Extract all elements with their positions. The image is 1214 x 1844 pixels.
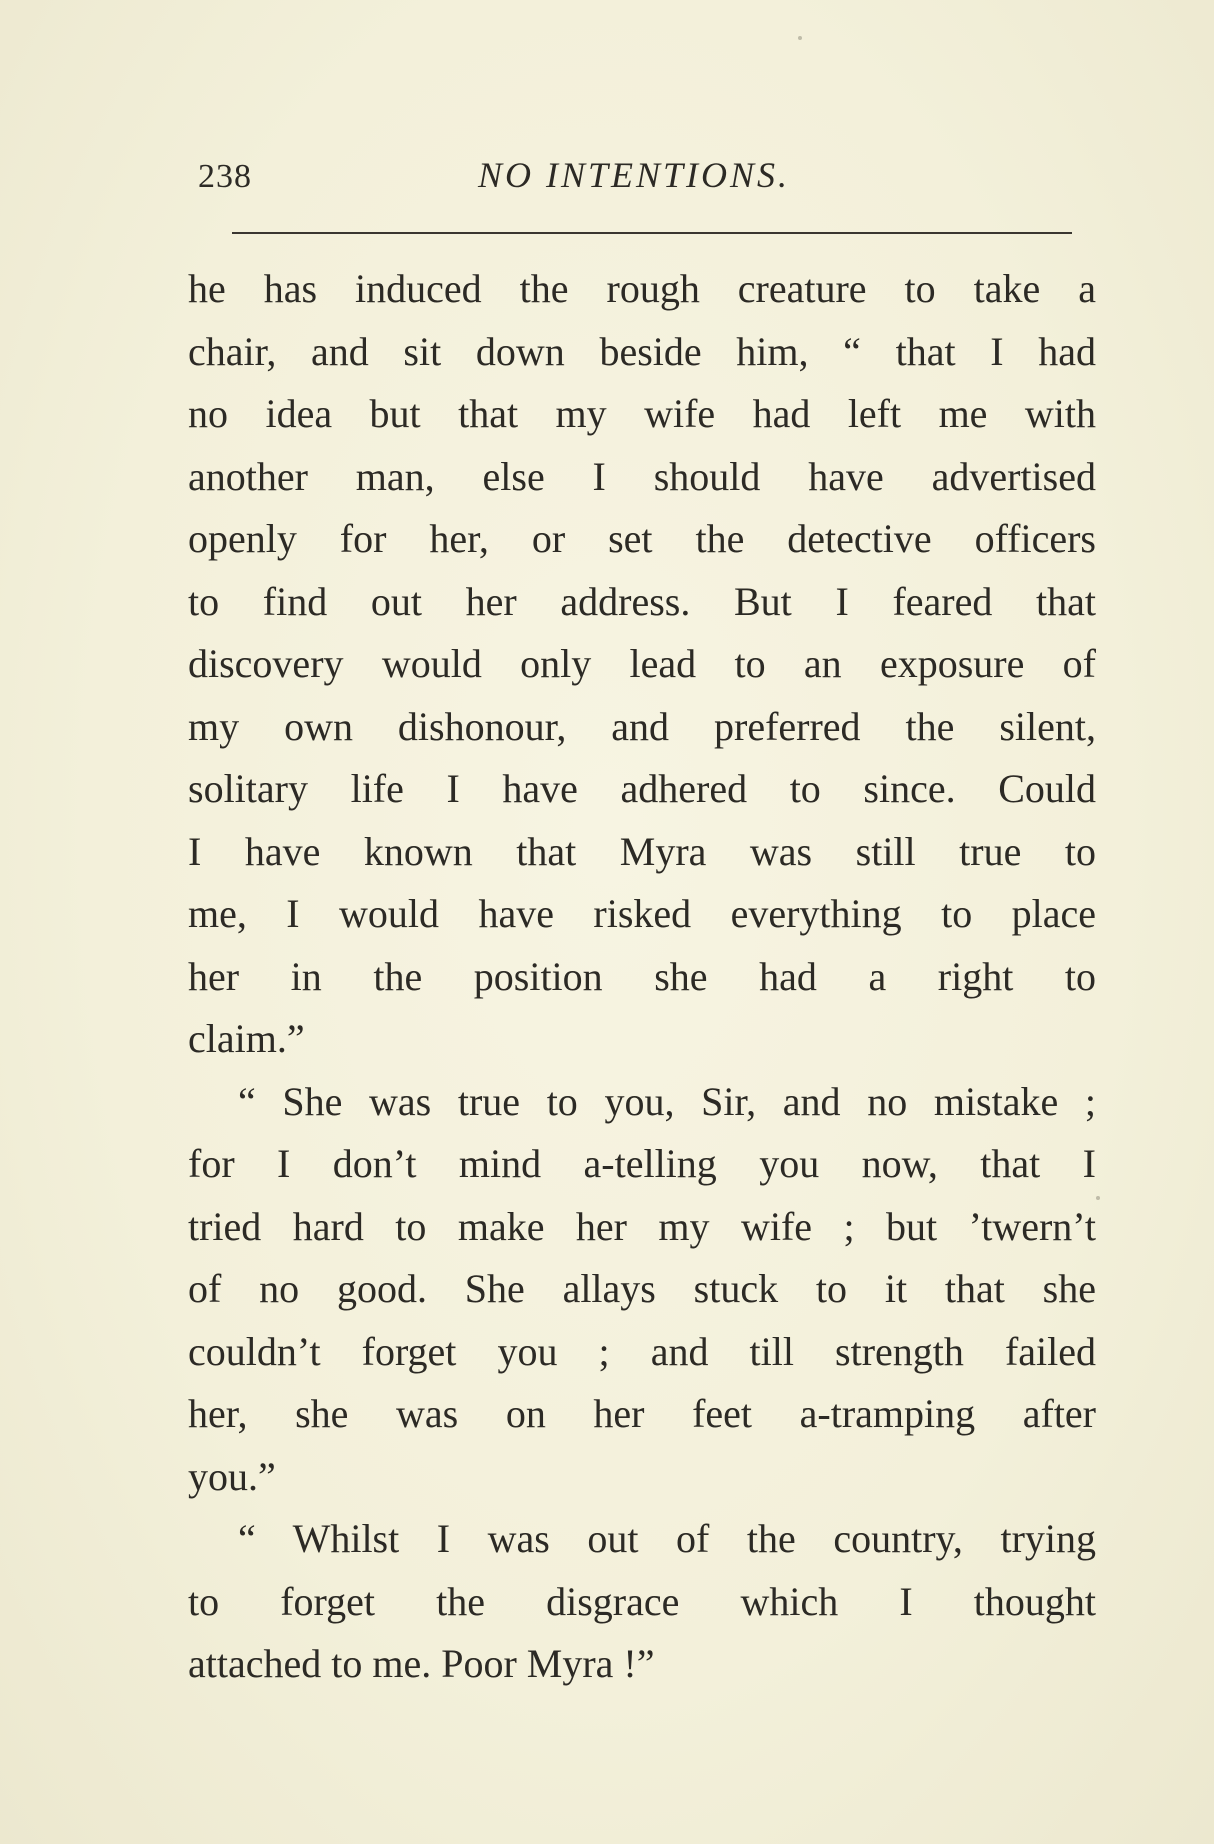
text-line: attached to me. Poor Myra !” xyxy=(188,1641,655,1686)
text-line: claim.” xyxy=(188,1016,305,1061)
page-header xyxy=(198,150,1068,200)
text-line: her, she was on her feet a-tramping after xyxy=(188,1391,1096,1436)
text-line: to find out her address. But I feared that xyxy=(188,578,1096,624)
text-line: my own dishonour, and preferred the silent, xyxy=(188,703,1096,749)
text-line: couldn’t forget you ; and till strength failed xyxy=(188,1328,1096,1374)
running-title: NO INTENTIONS. xyxy=(478,155,791,195)
text-line: chair, and sit down beside him, “ that I had xyxy=(188,328,1096,374)
text-line: discovery would only lead to an exposure of xyxy=(188,641,1096,686)
text-line: he has induced the rough creature to take a xyxy=(188,266,1096,311)
text-line: me, I would have risked everything to place xyxy=(188,891,1096,936)
header-rule xyxy=(232,232,1072,234)
text-line: no idea but that my wife had left me with xyxy=(188,391,1096,436)
page-number: 238 xyxy=(198,158,252,195)
body-text xyxy=(188,258,1096,1696)
text-line: tried hard to make her my wife ; but ’twern’t xyxy=(188,1203,1096,1249)
text-line: you.” xyxy=(188,1453,276,1499)
text-line: of no good. She allays stuck to it that she xyxy=(188,1266,1096,1311)
text-line: to forget the disgrace which I thought xyxy=(188,1578,1096,1624)
text-line: openly for her, or set the detective officers xyxy=(188,516,1096,561)
text-line: another man, else I should have advertised xyxy=(188,453,1096,499)
paper-speck xyxy=(1096,1196,1100,1200)
text-line: I have known that Myra was still true to xyxy=(188,828,1096,874)
paper-speck xyxy=(798,36,802,40)
text-line: solitary life I have adhered to since. Could xyxy=(188,766,1096,811)
text-line: for I don’t mind a-telling you now, that I xyxy=(188,1141,1096,1186)
text-line: her in the position she had a right to xyxy=(188,953,1096,999)
text-line: “ Whilst I was out of the country, trying xyxy=(238,1516,1096,1561)
text-line: “ She was true to you, Sir, and no mistake ; xyxy=(238,1078,1096,1124)
